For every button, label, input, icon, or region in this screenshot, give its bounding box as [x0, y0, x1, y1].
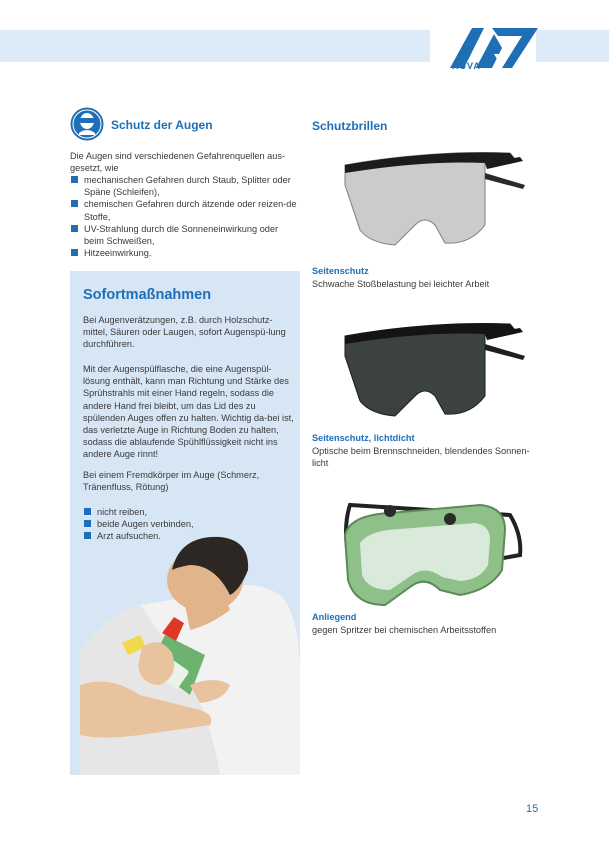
panel-paragraph: Bei einem Fremdkörper im Auge (Schmerz, Tränenfluss, Rötung): [83, 470, 260, 493]
goggle-heading: Seitenschutz: [312, 266, 369, 276]
hazard-list: [70, 174, 300, 259]
section-title-goggles: Schutzbrillen: [312, 119, 388, 133]
list-item: mechanischen Gefahren durch Staub, Splitter oder Späne (Schleifen),: [70, 174, 300, 198]
sealed-goggles-image: [330, 495, 530, 610]
goggle-description: gegen Spritzer bei chemischen Arbeitsstoffen: [312, 625, 497, 635]
goggle-heading: Anliegend: [312, 612, 357, 622]
eye-protection-icon: [70, 107, 104, 141]
section-title-eye-protection: Schutz der Augen: [111, 118, 213, 132]
panel-paragraph: Bei Augenverätzungen, z.B. durch Holzschutz-mittel, Säuren oder Laugen, sofort Augenspü-lung durchführen.: [83, 315, 286, 350]
panel-paragraph: Mit der Augenspülflasche, die eine Augenspül-lösung enthält, kann man Richtung und Stärke des Sprühstrahls mit einer Hand regeln, sodass die andere Hand frei bleibt, um das Lid des zu spülenden Auges offen zu halten. Wichtig da-bei ist, das verletzte Auge in Richtung Boden zu halten, sodass die ablaufende Spühlflüssigkeit nicht ins andere Auge rinnt!: [83, 364, 294, 460]
logo-text: AUVA: [452, 61, 481, 71]
safety-glasses-clear-image: [335, 145, 525, 260]
goggle-description: Schwache Stoßbelastung bei leichter Arbeit: [312, 279, 490, 289]
goggle-heading: Seitenschutz, lichtdicht: [312, 433, 415, 443]
list-item: nicht reiben,: [83, 506, 293, 518]
list-item: Hitzeeinwirkung.: [70, 247, 300, 259]
header-band-right: [536, 30, 609, 62]
safety-glasses-dark-image: [335, 316, 525, 431]
header-band: [0, 30, 430, 62]
list-item: beide Augen verbinden,: [83, 518, 293, 530]
list-item: chemischen Gefahren durch ätzende oder reizen-de Stoffe,: [70, 198, 300, 222]
eye-rinse-illustration: [80, 535, 300, 775]
list-item: Arzt aufsuchen.: [83, 530, 293, 542]
list-item: UV-Strahlung durch die Sonneneinwirkung oder beim Schweißen,: [70, 223, 300, 247]
goggle-description: Optische beim Brennschneiden, blendendes Sonnen-licht: [312, 446, 530, 468]
panel-title: Sofortmaßnahmen: [83, 287, 212, 303]
page-number: 15: [526, 803, 539, 815]
intro-text: Die Augen sind verschiedenen Gefahrenquellen aus-gesetzt, wie: [70, 151, 286, 174]
